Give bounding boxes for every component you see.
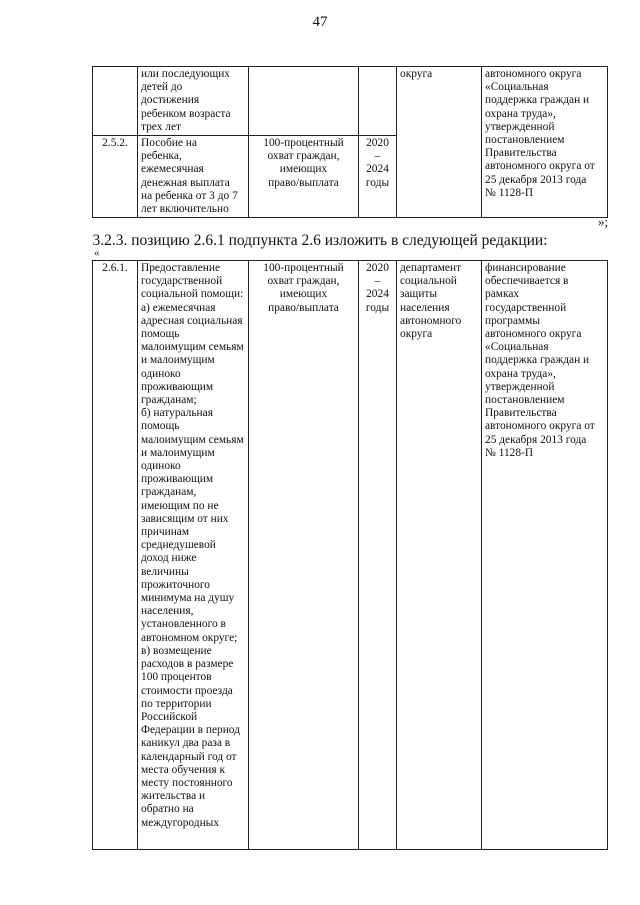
- cell-num: [93, 67, 138, 136]
- closing-quote-mark: »;: [598, 214, 609, 229]
- cell-period: [359, 67, 397, 136]
- cell-indicator: 100-процентный охват граждан, имеющих право/выплата: [249, 136, 359, 218]
- section-heading: 3.2.3. позицию 2.6.1 подпункта 2.6 изложить в следующей редакции:: [92, 232, 548, 249]
- cell-indicator: 100-процентный охват граждан, имеющих право/выплата: [249, 261, 359, 850]
- cell-indicator: [249, 67, 359, 136]
- table-row-2-6-1: [93, 261, 608, 850]
- cell-name: или последующих детей до достижения ребенком возраста трех лет: [138, 67, 249, 136]
- top-table: [92, 66, 608, 218]
- cell-num: 2.5.2.: [93, 136, 138, 218]
- cell-period: 2020 – 2024 годы: [359, 136, 397, 218]
- cell-period: 2020 – 2024 годы: [359, 261, 397, 850]
- cell-financing: автономного округа «Социальная поддержка граждан и охрана труда», утвержденной постановлением Правительства автономного округа от 25 декабря 2013 года № 1128-П: [482, 67, 608, 218]
- cell-executor: округа: [397, 67, 482, 218]
- cell-name: Предоставление государственной социальной помощи: а) ежемесячная адресная социальная помощь малоимущим семьям и малоимущим одиноко проживающим гражданам; б) натуральная помощь малоимущим семьям и малоимущим одиноко проживающим гражданам, имеющим по не зависящим от них причинам среднедушевой доход ниже величины прожиточного минимума на душу населения, установленного в автономном округе; в) возмещение расходов в размере 100 процентов стоимости проезда по территории Российской Федерации в период каникул два раза в календарный год от места обучения к месту постоянного жительства и обратно на междугородных: [138, 261, 249, 850]
- cell-executor: департамент социальной защиты населения автономного округа: [397, 261, 482, 850]
- cell-name: Пособие на ребенка, ежемесячная денежная выплата на ребенка от 3 до 7 лет включительно: [138, 136, 249, 218]
- cell-num: 2.6.1.: [93, 261, 138, 850]
- bottom-table: [92, 260, 608, 850]
- opening-quote-mark: «: [94, 247, 100, 259]
- page-number: 47: [312, 14, 328, 30]
- table-row-continuation: [93, 67, 608, 136]
- cell-financing: финансирование обеспечивается в рамках государственной программы автономного округа «Социальная поддержка граждан и охрана труда», утвержденной постановлением Правительства автономного округа от 25 декабря 2013 года № 1128-П: [482, 261, 608, 850]
